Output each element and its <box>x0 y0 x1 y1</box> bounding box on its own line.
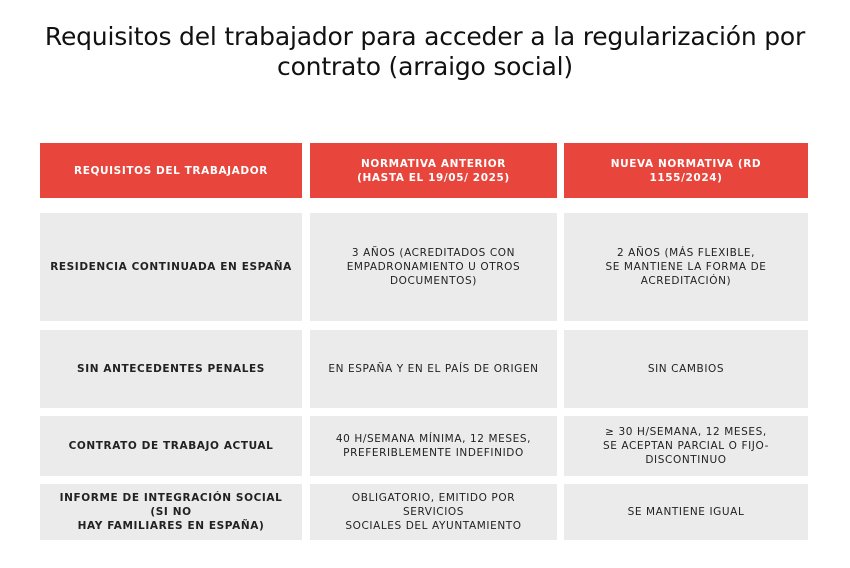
header-normativa-anterior: NORMATIVA ANTERIOR (HASTA EL 19/05/ 2025) <box>310 143 557 198</box>
row-contrato-requisito: CONTRATO DE TRABAJO ACTUAL <box>40 416 302 476</box>
row-informe-anterior: OBLIGATORIO, EMITIDO POR SERVICIOS SOCIALES DEL AYUNTAMIENTO <box>310 484 557 540</box>
header-requisitos: REQUISITOS DEL TRABAJADOR <box>40 143 302 198</box>
row-antecedentes-requisito: SIN ANTECEDENTES PENALES <box>40 330 302 408</box>
row-antecedentes-anterior: EN ESPAÑA Y EN EL PAÍS DE ORIGEN <box>310 330 557 408</box>
row-residencia-anterior: 3 AÑOS (ACREDITADOS CON EMPADRONAMIENTO U OTROS DOCUMENTOS) <box>310 213 557 321</box>
row-contrato-anterior: 40 H/SEMANA MÍNIMA, 12 MESES, PREFERIBLEMENTE INDEFINIDO <box>310 416 557 476</box>
row-contrato-nueva: ≥ 30 H/SEMANA, 12 MESES, SE ACEPTAN PARCIAL O FIJO- DISCONTINUO <box>564 416 808 476</box>
row-informe-requisito: INFORME DE INTEGRACIÓN SOCIAL (SI NO HAY FAMILIARES EN ESPAÑA) <box>40 484 302 540</box>
page-title: Requisitos del trabajador para acceder a la regularización por contrato (arraigo social) <box>44 22 806 81</box>
row-residencia-requisito: RESIDENCIA CONTINUADA EN ESPAÑA <box>40 213 302 321</box>
row-residencia-nueva: 2 AÑOS (MÁS FLEXIBLE, SE MANTIENE LA FORMA DE ACREDITACIÓN) <box>564 213 808 321</box>
row-antecedentes-nueva: SIN CAMBIOS <box>564 330 808 408</box>
row-informe-nueva: SE MANTIENE IGUAL <box>564 484 808 540</box>
header-nueva-normativa: NUEVA NORMATIVA (RD 1155/2024) <box>564 143 808 198</box>
